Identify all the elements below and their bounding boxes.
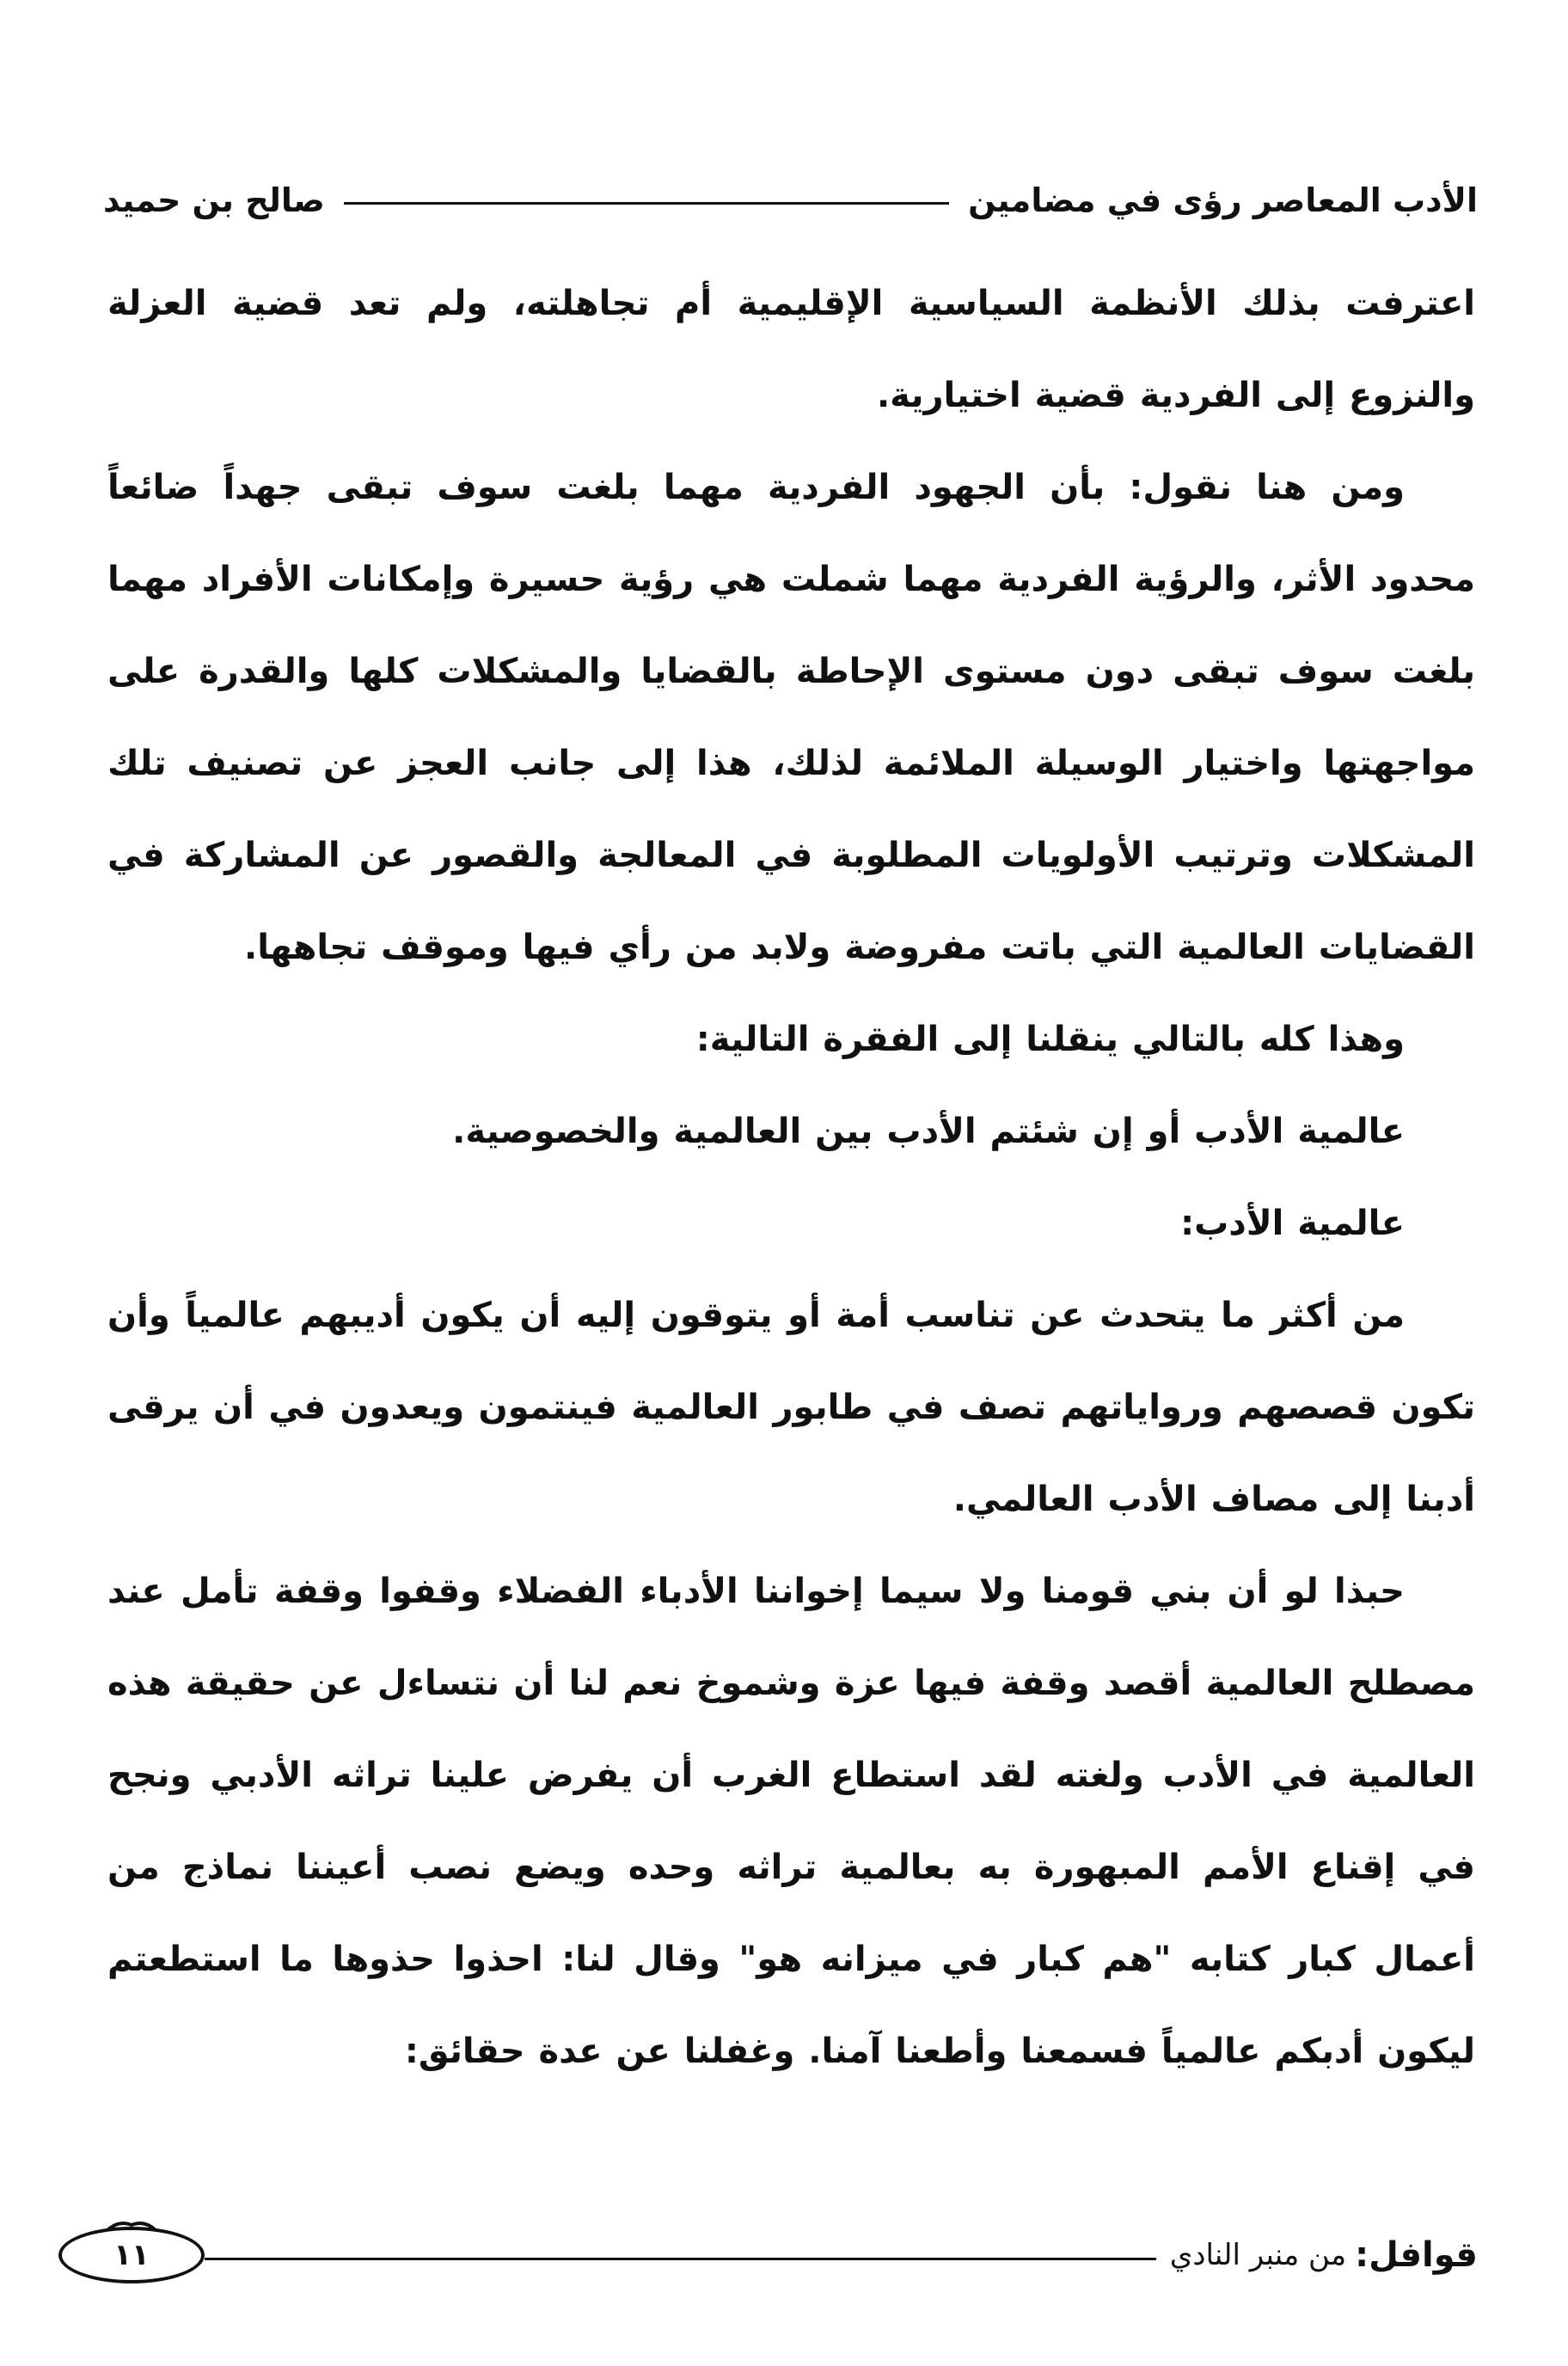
paragraph: حبذا لو أن بني قومنا ولا سيما إخواننا الأدباء الفضلاء وقفوا وقفة تأمل عند مصطلح العالمية أقصد وقفة فيها عزة وشموخ نعم لنا أن نتساءل عن حقيقة هذه العالمية في الأدب ولغته لقد استطاع الغرب أن يفرض علينا تراثه الأدبي ونجح في إقناع الأمم المبهورة به بعالمية تراثه وحده ويضع نصب أعيننا نماذج من أعمال كبار كتابه "هم كبار في ميزانه هو" وقال لنا: احذوا حذوها ما استطعتم ليكون أدبكم عالمياً فسمعنا وأطعنا آمنا. وغفلنا عن عدة حقائق: bbox=[107, 1572, 1475, 2071]
journal-name: قوافل: bbox=[1355, 2235, 1478, 2275]
page-number: ١١ bbox=[113, 2238, 150, 2272]
paragraph-continuation: اعترفت بذلك الأنظمة السياسية الإقليمية أم تجاهلته، ولم تعد قضية العزلة والنزوع إلى الفردية قضية اختيارية. bbox=[107, 284, 1475, 415]
page-footer bbox=[58, 2216, 1478, 2294]
author-name: صالح بن حميد bbox=[103, 181, 325, 219]
running-header bbox=[103, 170, 1478, 230]
section-name: من منبر النادي bbox=[1169, 2238, 1347, 2272]
paragraph: من أكثر ما يتحدث عن تناسب أمة أو يتوقون إليه أن يكون أديبهم عالمياً وأن تكون قصصهم ورواياتهم تصف في طابور العالمية فينتمون ويعدون في أن يرقى أدبنا إلى مصاف الأدب العالمي. bbox=[107, 1296, 1475, 1519]
section-heading-line: عالمية الأدب أو إن شئتم الأدب بين العالمية والخصوصية. bbox=[452, 1112, 1405, 1151]
ornament-icon bbox=[106, 2220, 157, 2232]
paragraph: وهذا كله بالتالي ينقلنا إلى الفقرة التالية: bbox=[695, 1020, 1405, 1059]
page-number-badge bbox=[58, 2227, 205, 2283]
paragraph: ومن هنا نقول: بأن الجهود الفردية مهما بلغت سوف تبقى جهداً ضائعاً محدود الأثر، والرؤية الفردية مهما شملت هي رؤية حسيرة وإمكانات الأفراد مهما بلغت سوف تبقى دون مستوى الإحاطة بالقضايا والمشكلات كلها والقدرة على مواجهتها واختيار الوسيلة الملائمة لذلك، هذا إلى جانب العجز عن تصنيف تلك المشكلات وترتيب الأولويات المطلوبة في المعالجة والقصور عن المشاركة في القضايات العالمية التي باتت مفروضة ولابد من رأي فيها وموقف تجاهها. bbox=[107, 468, 1475, 967]
book-title: الأدب المعاصر رؤى في مضامين bbox=[968, 181, 1478, 219]
subheading: عالمية الأدب: bbox=[1180, 1204, 1405, 1243]
body-text bbox=[107, 258, 1475, 2098]
footer-rule bbox=[205, 2258, 1156, 2260]
header-rule bbox=[344, 202, 949, 205]
